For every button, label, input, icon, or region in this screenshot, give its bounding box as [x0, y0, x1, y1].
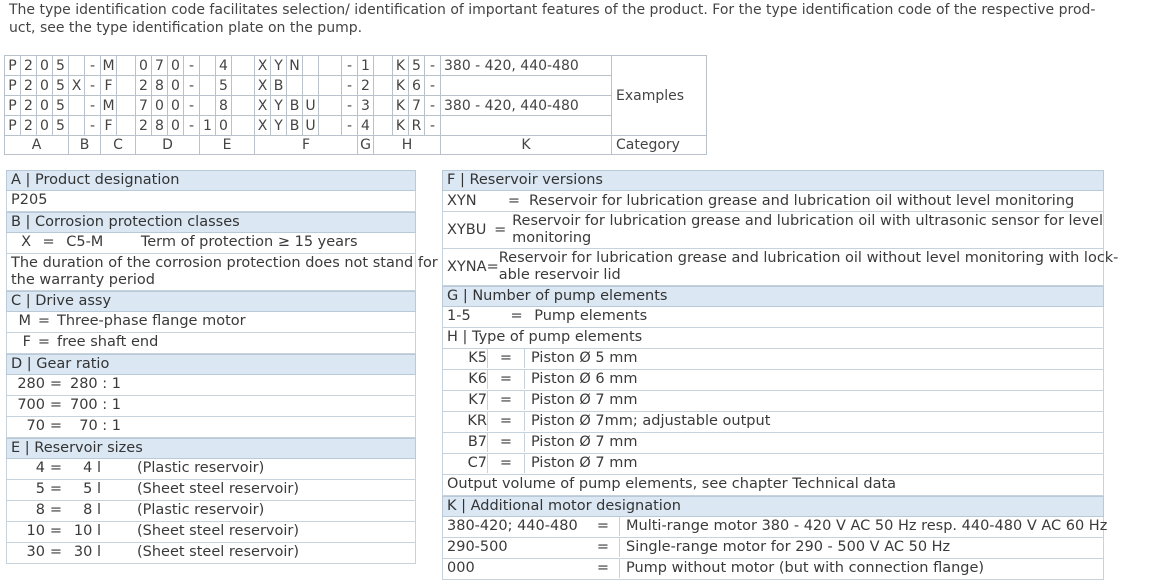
letter-a: A	[5, 136, 69, 155]
c-key: M	[18, 313, 31, 329]
code-gap	[232, 76, 255, 96]
code-char-e: 5	[216, 76, 232, 96]
code-char-d: 7	[136, 96, 152, 116]
d-val: 700 : 1	[69, 397, 121, 413]
code-char-c: M	[102, 57, 115, 74]
k-eq: =	[587, 559, 620, 578]
e-eq: =	[49, 481, 63, 497]
f-desc-line-1: Reservoir for lubrication grease and lubrication oil with ultrasonic sensor for level	[512, 213, 1103, 229]
k-val: Multi-range motor 380 - 420 V AC 50 Hz resp. 440-480 V AC 60 Hz	[626, 518, 1108, 534]
code-sep: -	[342, 96, 358, 116]
code-char-e	[200, 76, 216, 96]
pump-element-type-item	[442, 454, 1104, 475]
f-desc-line-2: able reservoir lid	[498, 267, 621, 283]
gear-ratio-item	[6, 417, 416, 438]
section-h-title: H | Type of pump elements	[442, 328, 1104, 349]
g-key: 1-5	[447, 308, 471, 324]
code-char-d: 2	[136, 116, 152, 136]
section-a-value: P205	[6, 191, 416, 212]
k-key: 380-420; 440-480	[447, 518, 578, 534]
code-gap	[374, 116, 393, 136]
section-f-list	[442, 191, 1119, 286]
letter-e: E	[200, 136, 255, 155]
code-char-h: K	[393, 116, 409, 136]
section-d-list	[6, 375, 416, 438]
e-key: 30	[26, 544, 45, 560]
k-eq: =	[587, 517, 620, 536]
code-char-c: F	[101, 116, 117, 136]
section-g-title: G | Number of pump elements	[442, 286, 1104, 307]
section-e-list	[6, 459, 416, 564]
code-char-e	[200, 96, 216, 116]
h-key: K6	[468, 371, 487, 387]
code-char-f: B	[271, 76, 287, 96]
code-sep: -	[342, 56, 358, 76]
code-char-a: 2	[21, 76, 37, 96]
h-eq: =	[487, 349, 525, 368]
f-key: XYN	[447, 192, 477, 209]
e-val: 30 l	[73, 544, 101, 560]
code-char-a: 0	[37, 56, 53, 76]
code-char-h: K	[393, 76, 409, 96]
f-desc-line-1: Reservoir for lubrication grease and lubrication oil without level monitoring	[529, 192, 1075, 209]
code-sep: -	[184, 96, 200, 116]
code-char-a: 5	[53, 96, 69, 116]
reservoir-size-item	[6, 522, 416, 543]
reservoir-version-item	[442, 249, 1119, 286]
code-gap	[232, 96, 255, 116]
code-char-e: 8	[216, 96, 232, 116]
pump-element-type-item	[442, 433, 1104, 454]
e-eq: =	[49, 544, 63, 560]
f-key: XYBU	[447, 221, 487, 238]
b-desc: Term of protection ≥ 15 years	[140, 234, 358, 250]
code-char-a: P	[5, 96, 21, 116]
b-val: C5-M	[66, 234, 104, 250]
code-char-f: Y	[271, 56, 287, 76]
k-key: 000	[447, 560, 475, 576]
reservoir-size-item	[6, 501, 416, 522]
section-k-title: K | Additional motor designation	[442, 496, 1104, 517]
code-char-f: Y	[271, 116, 287, 136]
code-char-f	[287, 76, 303, 96]
b-key: X	[21, 234, 31, 250]
section-h-note: Output volume of pump elements, see chapter Technical data	[442, 475, 1104, 496]
reservoir-size-item	[6, 480, 416, 501]
d-eq: =	[49, 376, 63, 392]
drive-item	[6, 312, 416, 333]
code-gap	[319, 116, 342, 136]
h-key: K7	[468, 392, 487, 408]
code-char-g: 3	[358, 96, 374, 116]
code-char-a: P	[5, 116, 21, 136]
code-char-d: 0	[136, 56, 152, 76]
f-description	[529, 192, 1074, 211]
code-char-e	[200, 56, 216, 76]
motor-designation-item	[442, 559, 1104, 580]
code-char-a: 0	[37, 116, 53, 136]
h-val: Piston Ø 6 mm	[531, 371, 638, 387]
d-eq: =	[49, 397, 63, 413]
h-eq: =	[487, 433, 525, 452]
h-key: B7	[467, 434, 487, 450]
k-val: Pump without motor (but with connection flange)	[626, 560, 985, 576]
intro-line-1: The type identification code facilitates selection/ identification of important features of the product. For the type identification code of the respective prod-	[9, 2, 1096, 18]
g-eq: =	[510, 308, 523, 324]
e-val: 5 l	[83, 481, 101, 497]
code-row	[5, 56, 707, 76]
code-sep: -	[85, 116, 101, 136]
code-char-a: 5	[53, 56, 69, 76]
code-gap	[374, 76, 393, 96]
code-char-a: P	[5, 76, 21, 96]
code-gap	[374, 96, 393, 116]
k-val: Single-range motor for 290 - 500 V AC 50 Hz	[626, 539, 951, 555]
letter-c: C	[101, 136, 136, 155]
code-char-f: Y	[271, 96, 287, 116]
c-eq: =	[37, 334, 51, 350]
code-gap	[232, 116, 255, 136]
code-char-g: 4	[358, 116, 374, 136]
code-char-f: N	[287, 56, 303, 76]
letter-k: K	[441, 136, 612, 155]
code-sep: -	[184, 76, 200, 96]
h-key: C7	[467, 455, 487, 471]
code-char-d: 0	[168, 76, 184, 96]
code-char-a: 2	[21, 116, 37, 136]
code-gap	[374, 56, 393, 76]
code-char-h: 5	[409, 56, 425, 76]
h-val: Piston Ø 7 mm	[531, 434, 638, 450]
code-sep: -	[342, 76, 358, 96]
h-eq: =	[487, 391, 525, 410]
code-char-a: 2	[21, 56, 37, 76]
pump-element-type-item	[442, 370, 1104, 391]
section-f-title: F | Reservoir versions	[442, 170, 1104, 191]
code-gap	[117, 96, 136, 116]
e-key: 10	[26, 523, 45, 539]
d-val: 70 : 1	[79, 418, 121, 434]
f-key: XYNA	[447, 258, 487, 275]
d-key: 700	[17, 397, 45, 413]
code-sep: -	[184, 56, 200, 76]
section-g-item	[442, 307, 1104, 328]
e-desc: (Sheet steel reservoir)	[137, 544, 300, 560]
letter-d: D	[136, 136, 200, 155]
code-char-h: R	[409, 116, 425, 136]
code-char-k	[441, 76, 612, 96]
code-char-f	[303, 76, 319, 96]
code-char-d: 0	[168, 96, 184, 116]
e-eq: =	[49, 502, 63, 518]
code-char-d: 7	[152, 56, 168, 76]
f-desc-line-1: Reservoir for lubrication grease and lubrication oil without level monitoring with lock-	[498, 250, 1119, 266]
h-eq: =	[487, 454, 525, 473]
f-eq: =	[507, 192, 521, 209]
e-desc: (Plastic reservoir)	[137, 460, 265, 476]
left-legend-panel	[6, 170, 438, 564]
code-char-f	[303, 56, 319, 76]
code-sep: -	[425, 96, 441, 116]
code-gap	[319, 96, 342, 116]
h-val: Piston Ø 5 mm	[531, 350, 638, 366]
h-key: KR	[467, 413, 487, 429]
letter-f: F	[255, 136, 358, 155]
b-note-line-2: the warranty period	[11, 272, 155, 288]
h-eq: =	[487, 370, 525, 389]
k-key: 290-500	[447, 539, 508, 555]
code-char-c: M	[102, 97, 115, 114]
code-char-k: 380 - 420, 440-480	[441, 96, 612, 116]
code-char-g: 2	[358, 76, 374, 96]
c-val: free shaft end	[57, 334, 159, 350]
d-key: 70	[26, 418, 45, 434]
f-description	[512, 213, 1103, 247]
f-desc-line-2: monitoring	[512, 230, 592, 246]
code-row	[5, 76, 707, 96]
code-char-f: U	[303, 116, 319, 136]
h-val: Piston Ø 7 mm	[531, 455, 638, 471]
pump-element-type-item	[442, 349, 1104, 370]
section-d-title: D | Gear ratio	[6, 354, 416, 375]
k-eq: =	[587, 538, 620, 557]
section-k-list	[442, 517, 1108, 580]
code-char-f: X	[255, 76, 271, 96]
section-a-title: A | Product designation	[6, 170, 416, 191]
code-gap	[117, 56, 136, 76]
letter-g: G	[358, 136, 374, 155]
code-char-d: 0	[152, 96, 168, 116]
intro-text	[9, 1, 1139, 37]
h-key: K5	[468, 350, 487, 366]
code-char-h: K	[393, 56, 409, 76]
code-char-d: 8	[152, 76, 168, 96]
examples-label: Examples	[612, 56, 707, 136]
code-sep: -	[184, 116, 200, 136]
e-val: 10 l	[73, 523, 101, 539]
f-eq: =	[486, 258, 499, 275]
code-char-f: B	[287, 116, 303, 136]
section-b-note	[6, 254, 438, 291]
code-sep: -	[425, 116, 441, 136]
code-letters-row	[5, 136, 707, 155]
code-char-k	[441, 116, 612, 136]
b-note-line-1: The duration of the corrosion protection does not stand for	[11, 255, 438, 271]
code-char-d: 0	[168, 116, 184, 136]
code-gap	[117, 76, 136, 96]
reservoir-version-item	[442, 212, 1104, 249]
code-char-e: 0	[216, 116, 232, 136]
e-eq: =	[49, 523, 63, 539]
code-row	[5, 96, 707, 116]
code-char-f: B	[287, 96, 303, 116]
category-label: Category	[612, 136, 707, 155]
code-char-a: P	[5, 56, 21, 76]
code-char-d: 0	[168, 56, 184, 76]
e-key: 5	[35, 481, 45, 497]
e-desc: (Plastic reservoir)	[137, 502, 265, 518]
code-char-h: 6	[409, 76, 425, 96]
drive-item	[6, 333, 416, 354]
gear-ratio-item	[6, 396, 416, 417]
e-val: 8 l	[83, 502, 101, 518]
e-val: 4 l	[83, 460, 101, 476]
section-c-list	[6, 312, 416, 354]
d-eq: =	[49, 418, 63, 434]
right-legend-panel	[442, 170, 1119, 580]
gear-ratio-item	[6, 375, 416, 396]
e-key: 8	[35, 502, 45, 518]
h-eq: =	[487, 412, 525, 431]
d-key: 280	[17, 376, 45, 392]
e-desc: (Sheet steel reservoir)	[137, 481, 300, 497]
type-code-table	[4, 55, 707, 155]
code-char-d: 8	[152, 116, 168, 136]
pump-element-type-item	[442, 391, 1104, 412]
letter-b: B	[69, 136, 101, 155]
reservoir-size-item	[6, 459, 416, 480]
code-char-a: 5	[53, 116, 69, 136]
code-char-d: 2	[136, 76, 152, 96]
reservoir-version-item	[442, 191, 1104, 212]
c-key: F	[22, 334, 31, 350]
code-sep: -	[85, 56, 101, 76]
b-eq: =	[42, 234, 55, 250]
reservoir-size-item	[6, 543, 416, 564]
code-sep: -	[425, 76, 441, 96]
code-char-b	[69, 96, 85, 116]
code-sep: -	[425, 56, 441, 76]
motor-designation-item	[442, 517, 1108, 538]
code-char-e: 1	[200, 116, 216, 136]
code-char-f: X	[255, 96, 271, 116]
intro-line-2: uct, see the type identification plate on the pump.	[9, 20, 363, 36]
code-char-a: 0	[37, 96, 53, 116]
code-sep: -	[85, 76, 101, 96]
code-char-b: X	[69, 76, 85, 96]
code-char-e: 4	[216, 56, 232, 76]
code-char-a: 0	[37, 76, 53, 96]
code-char-g: 1	[358, 56, 374, 76]
h-val: Piston Ø 7mm; adjustable output	[531, 413, 771, 429]
section-c-title: C | Drive assy	[6, 291, 416, 312]
code-row	[5, 116, 707, 136]
code-char-h: 7	[409, 96, 425, 116]
code-char-f: U	[303, 96, 319, 116]
letter-h: H	[374, 136, 441, 155]
code-sep: -	[85, 96, 101, 116]
code-gap	[319, 76, 342, 96]
code-gap	[319, 56, 342, 76]
e-eq: =	[49, 460, 63, 476]
g-val: Pump elements	[534, 308, 648, 324]
code-char-b	[69, 56, 85, 76]
h-val: Piston Ø 7 mm	[531, 392, 638, 408]
motor-designation-item	[442, 538, 1104, 559]
code-char-f: X	[255, 56, 271, 76]
f-eq: =	[494, 221, 507, 238]
code-char-k: 380 - 420, 440-480	[441, 56, 612, 76]
section-b-item	[6, 233, 416, 254]
code-char-a: 2	[21, 96, 37, 116]
code-char-a: 5	[53, 76, 69, 96]
code-gap	[117, 116, 136, 136]
f-description	[499, 250, 1119, 284]
section-b-title: B | Corrosion protection classes	[6, 212, 416, 233]
pump-element-type-item	[442, 412, 1104, 433]
c-eq: =	[37, 313, 51, 329]
e-key: 4	[35, 460, 45, 476]
code-char-f: X	[255, 116, 271, 136]
c-val: Three-phase flange motor	[57, 313, 246, 329]
code-char-b	[69, 116, 85, 136]
section-h-list	[442, 349, 1104, 475]
d-val: 280 : 1	[69, 376, 121, 392]
code-gap	[232, 56, 255, 76]
section-e-title: E | Reservoir sizes	[6, 438, 416, 459]
code-sep: -	[342, 116, 358, 136]
e-desc: (Sheet steel reservoir)	[137, 523, 300, 539]
code-char-c: F	[101, 76, 117, 96]
code-char-h: K	[393, 96, 409, 116]
